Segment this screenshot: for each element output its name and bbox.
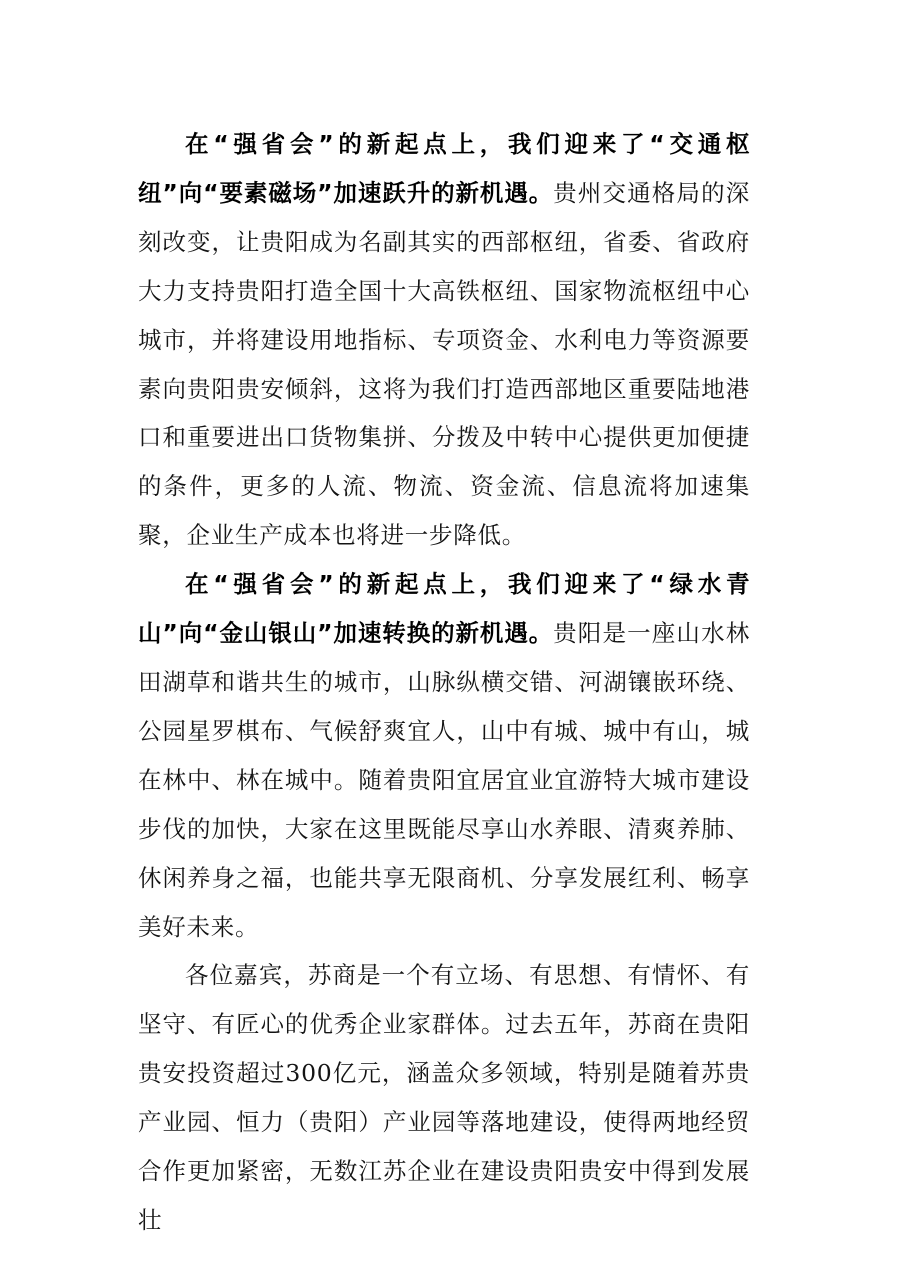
- paragraph-lead-heading: 在“强省会”的新起点上，我们迎来了“绿水青山”向“金山银山”加速转换的新机遇。: [138, 570, 750, 648]
- paragraph-body-text: 贵州交通格局的深刻改变，让贵阳成为名副其实的西部枢纽，省委、省政府大力支持贵阳打造全国十大高铁枢纽、国家物流枢纽中心城市，并将建设用地指标、专项资金、水利电力等资源要素向贵阳贵安倾斜，这将为我们打造西部地区重要陆地港口和重要进出口货物集拼、分拨及中转中心提供更加便捷的条件，更多的人流、物流、资金流、信息流将加速集聚，企业生产成本也将进一步降低。: [138, 178, 750, 550]
- paragraph-transport-hub: [138, 120, 750, 560]
- paragraph-body-text: 各位嘉宾，苏商是一个有立场、有思想、有情怀、有坚守、有匠心的优秀企业家群体。过去五年，苏商在贵阳贵安投资超过300亿元，涵盖众多领域，特别是随着苏贵产业园、恒力（贵阳）产业园等落地建设，使得两地经贸合作更加紧密，无数江苏企业在建设贵阳贵安中得到发展壮: [138, 961, 750, 1234]
- paragraph-jiangsu-merchants: [138, 951, 750, 1244]
- paragraph-body-text: 贵阳是一座山水林田湖草和谐共生的城市，山脉纵横交错、河湖镶嵌环绕、公园星罗棋布、气候舒爽宜人，山中有城、城中有山，城在林中、林在城中。随着贵阳宜居宜业宜游特大城市建设步伐的加快，大家在这里既能尽享山水养眼、清爽养肺、休闲养身之福，也能共享无限商机、分享发展红利、畅享美好未来。: [138, 619, 750, 941]
- document-body: [138, 120, 750, 1245]
- paragraph-lead-heading: 在“强省会”的新起点上，我们迎来了“交通枢纽”向“要素磁场”加速跃升的新机遇。: [138, 130, 750, 207]
- paragraph-green-mountains: [138, 560, 750, 951]
